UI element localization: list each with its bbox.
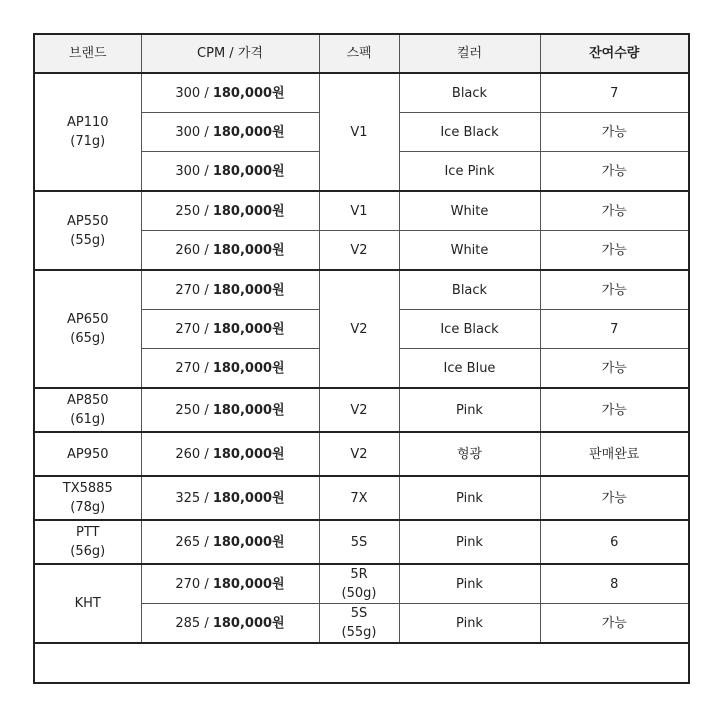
cpm-price-separator: / bbox=[200, 124, 213, 140]
color-cell-text: White bbox=[450, 203, 489, 219]
header-color: 컬러 bbox=[399, 34, 540, 73]
blank-cell bbox=[34, 643, 689, 683]
price-value: 180,000원 bbox=[212, 282, 285, 298]
cpm-price-cell bbox=[141, 476, 319, 520]
color-cell-text: Pink bbox=[456, 490, 483, 506]
table-row bbox=[34, 388, 689, 432]
brand-cell bbox=[34, 476, 141, 520]
header-spec: 스펙 bbox=[319, 34, 399, 73]
brand-weight: (55g) bbox=[70, 232, 106, 248]
price-value: 180,000원 bbox=[212, 576, 285, 592]
cpm-price-cell bbox=[141, 432, 319, 476]
spec-cell bbox=[319, 270, 399, 388]
price-value: 180,000원 bbox=[212, 615, 285, 631]
remaining-cell bbox=[540, 476, 689, 520]
color-cell-text: Ice Black bbox=[440, 124, 499, 140]
spec-cell bbox=[319, 191, 399, 231]
cpm-price-separator: / bbox=[200, 615, 213, 631]
remaining-cell-text: 가능 bbox=[601, 615, 627, 631]
remaining-cell-text: 판매완료 bbox=[589, 446, 640, 462]
color-cell bbox=[399, 270, 540, 310]
header-cpm-price: CPM / 가격 bbox=[141, 34, 319, 73]
remaining-cell-text: 가능 bbox=[601, 282, 627, 298]
spec-cell bbox=[319, 564, 399, 604]
brand-cell bbox=[34, 432, 141, 476]
color-cell bbox=[399, 520, 540, 564]
brand-weight: (78g) bbox=[70, 500, 106, 515]
spec-value: V2 bbox=[350, 402, 368, 418]
spec-cell bbox=[319, 476, 399, 520]
cpm-value: 260 bbox=[175, 242, 201, 258]
spec-weight: (50g) bbox=[341, 586, 377, 601]
table-row bbox=[34, 564, 689, 604]
spec-cell bbox=[319, 604, 399, 644]
brand-name: PTT bbox=[76, 525, 100, 540]
cpm-price-separator: / bbox=[200, 446, 213, 462]
spec-value: 5S bbox=[350, 534, 368, 550]
remaining-cell-text: 가능 bbox=[601, 490, 627, 506]
cpm-price-separator: / bbox=[200, 163, 213, 179]
cpm-price-cell bbox=[141, 604, 319, 644]
price-value: 180,000원 bbox=[212, 490, 285, 506]
spec-cell bbox=[319, 520, 399, 564]
cpm-price-cell bbox=[141, 231, 319, 271]
cpm-value: 250 bbox=[175, 402, 201, 418]
remaining-cell-text: 7 bbox=[610, 321, 619, 337]
table-row bbox=[34, 432, 689, 476]
table-row bbox=[34, 73, 689, 113]
brand-cell bbox=[34, 270, 141, 388]
remaining-cell bbox=[540, 520, 689, 564]
cpm-price-cell bbox=[141, 564, 319, 604]
table-row bbox=[34, 476, 689, 520]
cpm-value: 250 bbox=[175, 203, 201, 219]
stock-table bbox=[33, 33, 690, 684]
remaining-cell bbox=[540, 604, 689, 644]
remaining-cell bbox=[540, 564, 689, 604]
spec-weight: (55g) bbox=[341, 625, 377, 640]
cpm-price-cell bbox=[141, 349, 319, 389]
cpm-price-cell bbox=[141, 310, 319, 349]
table-row bbox=[34, 191, 689, 231]
cpm-value: 325 bbox=[175, 490, 201, 506]
remaining-cell-text: 7 bbox=[610, 85, 619, 101]
color-cell bbox=[399, 231, 540, 271]
brand-name: AP850 bbox=[66, 393, 109, 408]
cpm-price-separator: / bbox=[200, 576, 213, 592]
color-cell bbox=[399, 310, 540, 349]
price-value: 180,000원 bbox=[212, 402, 285, 418]
cpm-value: 270 bbox=[175, 321, 201, 337]
cpm-value: 265 bbox=[175, 534, 201, 550]
spec-cell bbox=[319, 388, 399, 432]
brand-weight: (65g) bbox=[70, 331, 106, 346]
blank-row bbox=[34, 643, 689, 683]
remaining-cell-text: 가능 bbox=[601, 203, 627, 219]
color-cell-text: 형광 bbox=[456, 446, 483, 462]
cpm-price-cell bbox=[141, 388, 319, 432]
cpm-price-cell bbox=[141, 270, 319, 310]
cpm-value: 300 bbox=[175, 85, 201, 101]
color-cell-text: Black bbox=[451, 282, 488, 298]
remaining-cell-text: 가능 bbox=[601, 124, 627, 140]
remaining-cell bbox=[540, 388, 689, 432]
cpm-price-cell bbox=[141, 73, 319, 113]
spec-value: 5R bbox=[350, 567, 368, 582]
brand-name: TX5885 bbox=[62, 481, 113, 496]
cpm-value: 285 bbox=[175, 615, 201, 631]
cpm-price-separator: / bbox=[200, 242, 213, 258]
color-cell bbox=[399, 152, 540, 192]
brand-weight: (61g) bbox=[70, 412, 106, 427]
cpm-value: 300 bbox=[175, 124, 201, 140]
color-cell bbox=[399, 113, 540, 152]
color-cell-text: White bbox=[450, 242, 489, 258]
spec-cell bbox=[319, 73, 399, 191]
brand-name: AP550 bbox=[66, 213, 109, 229]
brand-name: KHT bbox=[74, 596, 101, 611]
price-value: 180,000원 bbox=[212, 203, 285, 219]
table-header bbox=[34, 34, 689, 73]
brand-weight: (71g) bbox=[70, 134, 106, 149]
color-cell-text: Pink bbox=[456, 576, 483, 592]
brand-name: AP650 bbox=[66, 312, 109, 327]
price-value: 180,000원 bbox=[212, 446, 285, 462]
cpm-price-cell bbox=[141, 520, 319, 564]
brand-name: AP110 bbox=[66, 115, 109, 130]
color-cell bbox=[399, 73, 540, 113]
cpm-value: 270 bbox=[175, 282, 201, 298]
remaining-cell-text: 가능 bbox=[601, 360, 627, 376]
brand-cell bbox=[34, 191, 141, 270]
brand-cell bbox=[34, 520, 141, 564]
color-cell-text: Ice Pink bbox=[444, 163, 495, 179]
table-row bbox=[34, 270, 689, 310]
color-cell bbox=[399, 349, 540, 389]
brand-cell bbox=[34, 73, 141, 191]
cpm-value: 260 bbox=[175, 446, 201, 462]
cpm-price-separator: / bbox=[200, 282, 213, 298]
cpm-price-cell bbox=[141, 113, 319, 152]
color-cell-text: Ice Black bbox=[440, 321, 499, 337]
cpm-price-separator: / bbox=[200, 490, 213, 506]
color-cell-text: Pink bbox=[456, 534, 483, 550]
spec-value: 5S bbox=[350, 606, 368, 621]
color-cell bbox=[399, 191, 540, 231]
remaining-cell-text: 가능 bbox=[601, 402, 627, 418]
cpm-price-separator: / bbox=[200, 203, 213, 219]
color-cell bbox=[399, 388, 540, 432]
brand-cell bbox=[34, 388, 141, 432]
cpm-price-separator: / bbox=[200, 402, 213, 418]
cpm-price-separator: / bbox=[200, 85, 213, 101]
remaining-cell bbox=[540, 191, 689, 231]
cpm-price-separator: / bbox=[200, 360, 213, 376]
remaining-cell-text: 가능 bbox=[601, 242, 627, 258]
price-value: 180,000원 bbox=[212, 242, 285, 258]
remaining-cell bbox=[540, 310, 689, 349]
price-value: 180,000원 bbox=[212, 163, 285, 179]
price-value: 180,000원 bbox=[212, 360, 285, 376]
table-row bbox=[34, 520, 689, 564]
remaining-cell bbox=[540, 270, 689, 310]
cpm-price-cell bbox=[141, 191, 319, 231]
price-value: 180,000원 bbox=[212, 85, 285, 101]
price-value: 180,000원 bbox=[212, 534, 285, 550]
price-value: 180,000원 bbox=[212, 321, 285, 337]
color-cell-text: Pink bbox=[456, 615, 483, 631]
remaining-cell bbox=[540, 349, 689, 389]
color-cell bbox=[399, 432, 540, 476]
remaining-cell bbox=[540, 73, 689, 113]
table-body bbox=[34, 73, 689, 683]
header-remaining: 잔여수량 bbox=[540, 34, 689, 73]
spec-cell bbox=[319, 432, 399, 476]
spec-value: V2 bbox=[350, 446, 368, 462]
brand-name: AP950 bbox=[66, 446, 109, 462]
color-cell-text: Black bbox=[451, 85, 488, 101]
spec-value: V1 bbox=[350, 124, 368, 140]
remaining-cell-text: 가능 bbox=[601, 163, 627, 179]
cpm-value: 270 bbox=[175, 576, 201, 592]
cpm-price-separator: / bbox=[200, 321, 213, 337]
cpm-price-cell bbox=[141, 152, 319, 192]
brand-cell bbox=[34, 564, 141, 643]
cpm-price-separator: / bbox=[200, 534, 213, 550]
remaining-cell bbox=[540, 231, 689, 271]
header-brand: 브랜드 bbox=[34, 34, 141, 73]
brand-weight: (56g) bbox=[70, 544, 106, 559]
spec-value: V2 bbox=[350, 242, 368, 258]
cpm-value: 300 bbox=[175, 163, 201, 179]
cpm-value: 270 bbox=[175, 360, 201, 376]
remaining-cell bbox=[540, 432, 689, 476]
spec-value: V2 bbox=[350, 321, 368, 337]
spec-value: 7X bbox=[350, 490, 368, 506]
spec-value: V1 bbox=[350, 203, 368, 219]
remaining-cell-text: 8 bbox=[610, 576, 619, 592]
color-cell bbox=[399, 604, 540, 644]
color-cell bbox=[399, 564, 540, 604]
spec-cell bbox=[319, 231, 399, 271]
remaining-cell bbox=[540, 152, 689, 192]
color-cell bbox=[399, 476, 540, 520]
price-value: 180,000원 bbox=[212, 124, 285, 140]
color-cell-text: Ice Blue bbox=[443, 360, 496, 376]
remaining-cell bbox=[540, 113, 689, 152]
remaining-cell-text: 6 bbox=[610, 534, 619, 550]
color-cell-text: Pink bbox=[456, 402, 483, 418]
